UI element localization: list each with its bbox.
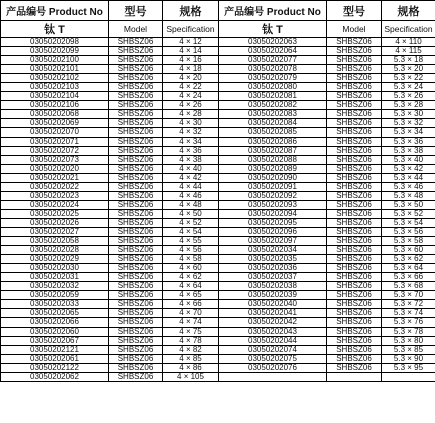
spec-cell: 4 × 32 bbox=[163, 128, 219, 137]
model-cell: SHBSZ06 bbox=[327, 182, 382, 191]
spec-cell: 5.3 × 74 bbox=[382, 309, 435, 318]
model-cell: SHBSZ06 bbox=[327, 38, 382, 47]
model-cell: SHBSZ06 bbox=[109, 155, 163, 164]
product-no-cell: 03050202026 bbox=[1, 218, 109, 227]
model-cell: SHBSZ06 bbox=[327, 291, 382, 300]
model-cell: SHBSZ06 bbox=[327, 83, 382, 92]
spec-cell: 5.3 × 95 bbox=[382, 363, 435, 372]
product-no-cell: 03050202097 bbox=[219, 237, 327, 246]
spec-cell: 5.3 × 56 bbox=[382, 227, 435, 236]
product-no-cell: 03050202082 bbox=[219, 101, 327, 110]
product-no-cell: 03050202122 bbox=[1, 363, 109, 372]
product-no-cell: 03050202063 bbox=[219, 38, 327, 47]
model-cell: SHBSZ06 bbox=[109, 173, 163, 182]
model-cell: SHBSZ06 bbox=[109, 200, 163, 209]
product-no-cell: 03050202040 bbox=[219, 300, 327, 309]
model-cell: SHBSZ06 bbox=[109, 83, 163, 92]
table-row bbox=[1, 146, 435, 155]
model-cell bbox=[327, 372, 382, 381]
product-no-cell: 03050202104 bbox=[1, 92, 109, 101]
spec-cell: 5.3 × 34 bbox=[382, 128, 435, 137]
header-model-cn-right: 型号 bbox=[327, 1, 382, 21]
product-no-cell: 03050202069 bbox=[1, 119, 109, 128]
model-cell: SHBSZ06 bbox=[327, 137, 382, 146]
model-cell: SHBSZ06 bbox=[327, 200, 382, 209]
table-row bbox=[1, 218, 435, 227]
spec-cell: 4 × 62 bbox=[163, 273, 219, 282]
product-no-cell: 03050202028 bbox=[1, 246, 109, 255]
product-no-cell: 03050202072 bbox=[1, 146, 109, 155]
product-no-cell: 03050202027 bbox=[1, 227, 109, 236]
model-cell: SHBSZ06 bbox=[327, 56, 382, 65]
header-material-right: 钛 T bbox=[219, 21, 327, 38]
header-spec-cn-left: 规格 bbox=[163, 1, 219, 21]
model-cell: SHBSZ06 bbox=[327, 218, 382, 227]
product-no-cell: 03050202095 bbox=[219, 218, 327, 227]
table-row bbox=[1, 227, 435, 236]
header-product-no-right: 产品编号 Product No bbox=[219, 1, 327, 21]
product-no-cell: 03050202041 bbox=[219, 309, 327, 318]
product-no-cell: 03050202033 bbox=[1, 300, 109, 309]
table-row bbox=[1, 101, 435, 110]
model-cell: SHBSZ06 bbox=[109, 264, 163, 273]
header-model-en-right: Model bbox=[327, 21, 382, 38]
product-no-cell: 03050202090 bbox=[219, 173, 327, 182]
table-row bbox=[1, 164, 435, 173]
spec-cell: 5.3 × 38 bbox=[382, 146, 435, 155]
table-row bbox=[1, 282, 435, 291]
product-no-cell: 03050202031 bbox=[1, 273, 109, 282]
spec-cell: 4 × 74 bbox=[163, 318, 219, 327]
table-row bbox=[1, 200, 435, 209]
product-no-cell: 03050202036 bbox=[219, 264, 327, 273]
product-no-cell: 03050202068 bbox=[1, 110, 109, 119]
spec-cell: 4 × 85 bbox=[163, 354, 219, 363]
product-no-cell: 03050202037 bbox=[219, 273, 327, 282]
model-cell: SHBSZ06 bbox=[109, 300, 163, 309]
spec-cell: 4 × 64 bbox=[163, 282, 219, 291]
model-cell: SHBSZ06 bbox=[327, 300, 382, 309]
product-no-cell: 03050202066 bbox=[1, 318, 109, 327]
spec-cell: 4 × 60 bbox=[163, 264, 219, 273]
header-model-en-left: Model bbox=[109, 21, 163, 38]
model-cell: SHBSZ06 bbox=[327, 101, 382, 110]
product-no-cell: 03050202103 bbox=[1, 83, 109, 92]
product-no-cell: 03050202038 bbox=[219, 282, 327, 291]
table-row bbox=[1, 336, 435, 345]
model-cell: SHBSZ06 bbox=[327, 237, 382, 246]
product-no-cell: 03050202021 bbox=[1, 173, 109, 182]
table-row bbox=[1, 47, 435, 56]
table-row bbox=[1, 372, 435, 381]
product-no-cell: 03050202092 bbox=[219, 191, 327, 200]
table-row bbox=[1, 255, 435, 264]
spec-cell: 5.3 × 50 bbox=[382, 200, 435, 209]
spec-cell: 4 × 34 bbox=[163, 137, 219, 146]
spec-cell: 4 × 38 bbox=[163, 155, 219, 164]
product-no-cell: 03050202044 bbox=[219, 336, 327, 345]
spec-cell: 4 × 30 bbox=[163, 119, 219, 128]
product-no-cell: 03050202089 bbox=[219, 164, 327, 173]
spec-cell: 4 × 110 bbox=[382, 38, 435, 47]
spec-cell: 4 × 16 bbox=[163, 56, 219, 65]
model-cell: SHBSZ06 bbox=[327, 74, 382, 83]
product-no-cell: 03050202042 bbox=[219, 318, 327, 327]
table-row bbox=[1, 300, 435, 309]
model-cell: SHBSZ06 bbox=[109, 65, 163, 74]
table-row bbox=[1, 191, 435, 200]
product-no-cell: 03050202083 bbox=[219, 110, 327, 119]
product-no-cell: 03050202086 bbox=[219, 137, 327, 146]
model-cell: SHBSZ06 bbox=[327, 327, 382, 336]
product-no-cell: 03050202079 bbox=[219, 74, 327, 83]
spec-cell: 5.3 × 80 bbox=[382, 336, 435, 345]
model-cell: SHBSZ06 bbox=[327, 246, 382, 255]
model-cell: SHBSZ06 bbox=[327, 191, 382, 200]
product-no-cell: 03050202096 bbox=[219, 227, 327, 236]
spec-cell: 5.3 × 22 bbox=[382, 74, 435, 83]
spec-cell: 5.3 × 20 bbox=[382, 65, 435, 74]
table-row bbox=[1, 182, 435, 191]
spec-cell: 4 × 44 bbox=[163, 182, 219, 191]
model-cell: SHBSZ06 bbox=[109, 309, 163, 318]
model-cell: SHBSZ06 bbox=[109, 237, 163, 246]
product-no-cell: 03050202022 bbox=[1, 182, 109, 191]
model-cell: SHBSZ06 bbox=[109, 119, 163, 128]
model-cell: SHBSZ06 bbox=[327, 164, 382, 173]
model-cell: SHBSZ06 bbox=[109, 318, 163, 327]
header-spec-cn-right: 规格 bbox=[382, 1, 435, 21]
table-row bbox=[1, 209, 435, 218]
product-no-cell: 03050202074 bbox=[219, 345, 327, 354]
spec-cell: 5.3 × 36 bbox=[382, 137, 435, 146]
product-no-cell: 03050202029 bbox=[1, 255, 109, 264]
spec-cell: 4 × 26 bbox=[163, 101, 219, 110]
spec-cell: 5.3 × 30 bbox=[382, 110, 435, 119]
table-row bbox=[1, 354, 435, 363]
table-row bbox=[1, 309, 435, 318]
spec-cell: 4 × 58 bbox=[163, 255, 219, 264]
model-cell: SHBSZ06 bbox=[109, 191, 163, 200]
product-no-cell: 03050202058 bbox=[1, 237, 109, 246]
product-no-cell: 03050202060 bbox=[1, 327, 109, 336]
spec-cell: 4 × 115 bbox=[382, 47, 435, 56]
model-cell: SHBSZ06 bbox=[109, 282, 163, 291]
model-cell: SHBSZ06 bbox=[327, 47, 382, 56]
product-no-cell: 03050202080 bbox=[219, 83, 327, 92]
product-no-cell: 03050202098 bbox=[1, 38, 109, 47]
spec-cell: 4 × 40 bbox=[163, 164, 219, 173]
spec-cell: 4 × 18 bbox=[163, 65, 219, 74]
product-no-cell: 03050202076 bbox=[219, 363, 327, 372]
table-row bbox=[1, 92, 435, 101]
model-cell: SHBSZ06 bbox=[109, 227, 163, 236]
model-cell: SHBSZ06 bbox=[109, 327, 163, 336]
model-cell: SHBSZ06 bbox=[327, 282, 382, 291]
model-cell: SHBSZ06 bbox=[109, 255, 163, 264]
spec-cell: 5.3 × 58 bbox=[382, 237, 435, 246]
header-row-secondary bbox=[1, 21, 435, 38]
model-cell: SHBSZ06 bbox=[327, 318, 382, 327]
spec-cell: 5.3 × 68 bbox=[382, 282, 435, 291]
product-no-cell: 03050202102 bbox=[1, 74, 109, 83]
model-cell: SHBSZ06 bbox=[109, 354, 163, 363]
model-cell: SHBSZ06 bbox=[327, 155, 382, 164]
model-cell: SHBSZ06 bbox=[327, 173, 382, 182]
model-cell: SHBSZ06 bbox=[109, 336, 163, 345]
spec-cell: 5.3 × 42 bbox=[382, 164, 435, 173]
spec-cell: 4 × 86 bbox=[163, 363, 219, 372]
product-no-cell: 03050202121 bbox=[1, 345, 109, 354]
spec-cell: 4 × 28 bbox=[163, 110, 219, 119]
table-body bbox=[1, 38, 435, 382]
product-no-cell: 03050202073 bbox=[1, 155, 109, 164]
model-cell: SHBSZ06 bbox=[109, 137, 163, 146]
spec-cell: 4 × 48 bbox=[163, 200, 219, 209]
model-cell: SHBSZ06 bbox=[327, 336, 382, 345]
product-no-cell: 03050202062 bbox=[1, 372, 109, 381]
model-cell: SHBSZ06 bbox=[109, 128, 163, 137]
model-cell: SHBSZ06 bbox=[327, 264, 382, 273]
model-cell: SHBSZ06 bbox=[327, 110, 382, 119]
model-cell: SHBSZ06 bbox=[109, 38, 163, 47]
product-no-cell: 03050202030 bbox=[1, 264, 109, 273]
spec-cell: 4 × 12 bbox=[163, 38, 219, 47]
spec-cell: 4 × 54 bbox=[163, 227, 219, 236]
table-row bbox=[1, 83, 435, 92]
table-row bbox=[1, 137, 435, 146]
product-no-cell: 03050202075 bbox=[219, 354, 327, 363]
model-cell: SHBSZ06 bbox=[109, 218, 163, 227]
spec-cell: 4 × 52 bbox=[163, 218, 219, 227]
product-no-cell: 03050202100 bbox=[1, 56, 109, 65]
spec-cell bbox=[382, 372, 435, 381]
spec-cell: 5.3 × 78 bbox=[382, 327, 435, 336]
spec-cell: 4 × 20 bbox=[163, 74, 219, 83]
model-cell: SHBSZ06 bbox=[109, 164, 163, 173]
model-cell: SHBSZ06 bbox=[109, 182, 163, 191]
spec-cell: 4 × 22 bbox=[163, 83, 219, 92]
product-no-cell: 03050202067 bbox=[1, 336, 109, 345]
spec-cell: 5.3 × 40 bbox=[382, 155, 435, 164]
header-spec-en-left: Specification bbox=[163, 21, 219, 38]
spec-cell: 4 × 24 bbox=[163, 92, 219, 101]
spec-cell: 4 × 65 bbox=[163, 291, 219, 300]
spec-cell: 4 × 46 bbox=[163, 191, 219, 200]
table-row bbox=[1, 38, 435, 47]
model-cell: SHBSZ06 bbox=[327, 255, 382, 264]
model-cell: SHBSZ06 bbox=[327, 309, 382, 318]
product-no-cell: 03050202094 bbox=[219, 209, 327, 218]
product-no-cell: 03050202106 bbox=[1, 101, 109, 110]
product-no-cell: 03050202077 bbox=[219, 56, 327, 65]
product-no-cell: 03050202064 bbox=[219, 47, 327, 56]
spec-cell: 4 × 42 bbox=[163, 173, 219, 182]
product-no-cell: 03050202039 bbox=[219, 291, 327, 300]
spec-cell: 5.3 × 26 bbox=[382, 92, 435, 101]
product-no-cell: 03050202034 bbox=[219, 246, 327, 255]
spec-cell: 5.3 × 32 bbox=[382, 119, 435, 128]
spec-cell: 4 × 66 bbox=[163, 300, 219, 309]
spec-cell: 5.3 × 85 bbox=[382, 345, 435, 354]
spec-cell: 4 × 50 bbox=[163, 209, 219, 218]
table-row bbox=[1, 56, 435, 65]
product-no-cell: 03050202085 bbox=[219, 128, 327, 137]
spec-cell: 5.3 × 64 bbox=[382, 264, 435, 273]
product-no-cell: 03050202070 bbox=[1, 128, 109, 137]
product-no-cell: 03050202078 bbox=[219, 65, 327, 74]
product-no-cell: 03050202065 bbox=[1, 309, 109, 318]
product-no-cell: 03050202035 bbox=[219, 255, 327, 264]
table-row bbox=[1, 237, 435, 246]
model-cell: SHBSZ06 bbox=[109, 372, 163, 381]
product-no-cell: 03050202099 bbox=[1, 47, 109, 56]
product-no-cell: 03050202024 bbox=[1, 200, 109, 209]
spec-cell: 5.3 × 48 bbox=[382, 191, 435, 200]
product-no-cell: 03050202088 bbox=[219, 155, 327, 164]
table-row bbox=[1, 110, 435, 119]
model-cell: SHBSZ06 bbox=[327, 363, 382, 372]
model-cell: SHBSZ06 bbox=[327, 273, 382, 282]
model-cell: SHBSZ06 bbox=[327, 146, 382, 155]
product-no-cell: 03050202071 bbox=[1, 137, 109, 146]
product-no-cell: 03050202087 bbox=[219, 146, 327, 155]
product-no-cell: 03050202023 bbox=[1, 191, 109, 200]
product-no-cell: 03050202101 bbox=[1, 65, 109, 74]
table-row bbox=[1, 74, 435, 83]
spec-cell: 5.3 × 60 bbox=[382, 246, 435, 255]
spec-cell: 5.3 × 62 bbox=[382, 255, 435, 264]
model-cell: SHBSZ06 bbox=[109, 101, 163, 110]
spec-cell: 5.3 × 52 bbox=[382, 209, 435, 218]
model-cell: SHBSZ06 bbox=[109, 47, 163, 56]
model-cell: SHBSZ06 bbox=[327, 128, 382, 137]
spec-cell: 5.3 × 54 bbox=[382, 218, 435, 227]
spec-cell: 4 × 105 bbox=[163, 372, 219, 381]
table-row bbox=[1, 291, 435, 300]
table-row bbox=[1, 65, 435, 74]
model-cell: SHBSZ06 bbox=[327, 92, 382, 101]
product-no-cell bbox=[219, 372, 327, 381]
spec-cell: 4 × 82 bbox=[163, 345, 219, 354]
spec-cell: 5.3 × 66 bbox=[382, 273, 435, 282]
table-row bbox=[1, 173, 435, 182]
spec-cell: 5.3 × 18 bbox=[382, 56, 435, 65]
model-cell: SHBSZ06 bbox=[327, 209, 382, 218]
spec-cell: 4 × 78 bbox=[163, 336, 219, 345]
table-row bbox=[1, 327, 435, 336]
table-row bbox=[1, 345, 435, 354]
model-cell: SHBSZ06 bbox=[327, 119, 382, 128]
model-cell: SHBSZ06 bbox=[109, 74, 163, 83]
model-cell: SHBSZ06 bbox=[109, 209, 163, 218]
table-row bbox=[1, 128, 435, 137]
spec-cell: 4 × 36 bbox=[163, 146, 219, 155]
model-cell: SHBSZ06 bbox=[109, 291, 163, 300]
table-row bbox=[1, 363, 435, 372]
model-cell: SHBSZ06 bbox=[327, 354, 382, 363]
spec-cell: 5.3 × 72 bbox=[382, 300, 435, 309]
spec-cell: 5.3 × 46 bbox=[382, 182, 435, 191]
model-cell: SHBSZ06 bbox=[109, 246, 163, 255]
table-row bbox=[1, 273, 435, 282]
header-product-no-left: 产品编号 Product No bbox=[1, 1, 109, 21]
header-spec-en-right: Specification bbox=[382, 21, 435, 38]
product-no-cell: 03050202020 bbox=[1, 164, 109, 173]
table-row bbox=[1, 264, 435, 273]
model-cell: SHBSZ06 bbox=[327, 345, 382, 354]
model-cell: SHBSZ06 bbox=[109, 146, 163, 155]
product-no-cell: 03050202093 bbox=[219, 200, 327, 209]
model-cell: SHBSZ06 bbox=[109, 345, 163, 354]
product-no-cell: 03050202032 bbox=[1, 282, 109, 291]
product-no-cell: 03050202081 bbox=[219, 92, 327, 101]
model-cell: SHBSZ06 bbox=[327, 227, 382, 236]
header-model-cn-left: 型号 bbox=[109, 1, 163, 21]
spec-cell: 4 × 70 bbox=[163, 309, 219, 318]
spec-cell: 5.3 × 70 bbox=[382, 291, 435, 300]
model-cell: SHBSZ06 bbox=[109, 92, 163, 101]
model-cell: SHBSZ06 bbox=[109, 363, 163, 372]
spec-cell: 4 × 56 bbox=[163, 246, 219, 255]
spec-cell: 5.3 × 28 bbox=[382, 101, 435, 110]
spec-cell: 4 × 14 bbox=[163, 47, 219, 56]
spec-cell: 5.3 × 76 bbox=[382, 318, 435, 327]
product-no-cell: 03050202025 bbox=[1, 209, 109, 218]
spec-cell: 4 × 75 bbox=[163, 327, 219, 336]
product-no-cell: 03050202043 bbox=[219, 327, 327, 336]
spec-cell: 5.3 × 24 bbox=[382, 83, 435, 92]
table-row bbox=[1, 155, 435, 164]
model-cell: SHBSZ06 bbox=[109, 56, 163, 65]
spec-cell: 4 × 55 bbox=[163, 237, 219, 246]
header-row-primary bbox=[1, 1, 435, 21]
product-no-cell: 03050202084 bbox=[219, 119, 327, 128]
header-material-left: 钛 T bbox=[1, 21, 109, 38]
spec-cell: 5.3 × 90 bbox=[382, 354, 435, 363]
table-row bbox=[1, 318, 435, 327]
product-no-cell: 03050202059 bbox=[1, 291, 109, 300]
table-row bbox=[1, 119, 435, 128]
model-cell: SHBSZ06 bbox=[109, 110, 163, 119]
product-no-cell: 03050202061 bbox=[1, 354, 109, 363]
spec-cell: 5.3 × 44 bbox=[382, 173, 435, 182]
product-no-cell: 03050202091 bbox=[219, 182, 327, 191]
model-cell: SHBSZ06 bbox=[109, 273, 163, 282]
model-cell: SHBSZ06 bbox=[327, 65, 382, 74]
table-row bbox=[1, 246, 435, 255]
